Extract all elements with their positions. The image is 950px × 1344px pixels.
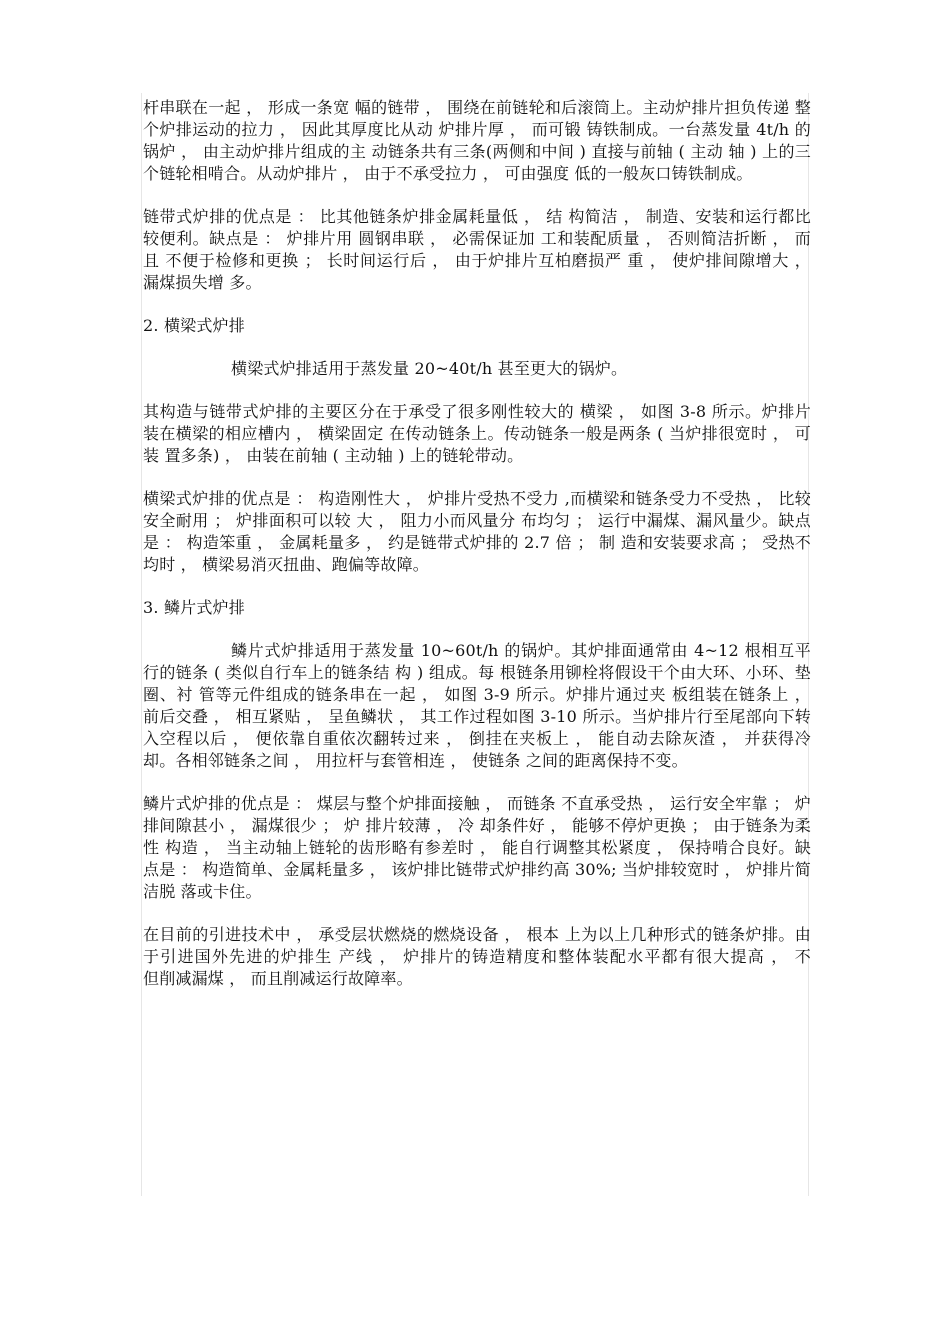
indent-spacer [143,641,231,660]
paragraph-scale-structure [143,640,811,772]
section-heading-crossbeam: 2. 横梁式炉排 [143,316,245,335]
paragraph-chain-belt-structure: 杆串联在一起 ， 形成一条宽 幅的链带 ， 围绕在前链轮和后滚筒上。主动炉排片担负传递 整个炉排运动的拉力 ， 因此其厚度比从动 炉排片厚 ， 而可锻 铸铁制成。一台蒸发量 4t/h 的锅炉 ， 由主动炉排片组成的主 动链条共有三条(两侧和中间 ) 直接与前轴 ( 主动 轴 ) 上的三个链轮相啃合。从动炉排片 ， 由于不承受拉力 ， 可由强度 低的一般灰口铸铁制成。 [143,98,811,183]
paragraph-chain-belt-pros-cons: 链带式炉排的优点是 ： 比其他链条炉排金属耗量低 ， 结 构简洁 ， 制造、安装和运行都比较便利。缺点是 ： 炉排片用 圆钢串联 ， 必需保证加 工和装配质量 ， 否则简洁折断 ， 而且 不便于检修和更换 ； 长时间运行后 ， 由于炉排片互柏磨损严 重 ， 使炉排间隙增大 ， 漏煤损失增 多。 [143,207,811,292]
paragraph-crossbeam-structure: 其构造与链带式炉排的主要区分在于承受了很多刚性较大的 横梁 ， 如图 3-8 所示。炉排片装在横梁的相应槽内 ， 横梁固定 在传动链条上。传动链条一般是两条 ( 当炉排很宽时 ， 可装 置多条) ， 由装在前轴 ( 主动轴 ) 上的链轮带动。 [143,402,811,465]
paragraph-scale-structure-text: 鳞片式炉排适用于蒸发量 10~60t/h 的锅炉。其炉排面通常由 4~12 根相互平行的链条 ( 类似自行车上的链条结 构 ) 组成。每 根链条用铆栓将假设干个由大环、小环、垫圈、衬 管等元件组成的链条串在一起 ， 如图 3-9 所示。炉排片通过夹 板组装在链条上 ， 前后交叠 ， 相互紧贴 ， 呈鱼鳞状 ， 其工作过程如图 3-10 所示。当炉排片行至尾部向下转入空程以后 ， 便依靠自重依次翻转过来 ， 倒挂在夹板上 ， 能自动去除灰渣 ， 并获得冷却。各相邻链条之间 ， 用拉杆与套管相连 ， 使链条 之间的距离保持不变。 [143,641,811,770]
section-heading-scale: 3. 鳞片式炉排 [143,598,245,617]
document-body [143,97,893,1011]
paragraph-crossbeam-intro: 横梁式炉排适用于蒸发量 20~40t/h 甚至更大的锅炉。 [231,359,628,378]
paragraph-imported-technology: 在目前的引进技术中 ， 承受层状燃烧的燃烧设备 ， 根本 上为以上几种形式的链条炉排。由于引进国外先进的炉排生 产线 ， 炉排片的铸造精度和整体装配水平都有很大提高 ， 不 但削减漏煤 ， 而且削减运行故障率。 [143,925,893,988]
paragraph-scale-pros-cons: 鳞片式炉排的优点是 ： 煤层与整个炉排面接触 ， 而链条 不直承受热 ， 运行安全牢靠 ； 炉排间隙甚小 ， 漏煤很少 ； 炉 排片较薄 ， 冷 却条件好 ， 能够不停炉更换 ； 由于链条为柔性 构造 ， 当主动轴上链轮的齿形略有参差时 ， 能自行调整其松紧度 ， 保持啃合良好。缺点是 ： 构造简单、金属耗量多 ， 该炉排比链带式炉排约高 30%; 当炉排较宽时 ， 炉排片简洁脱 落或卡住。 [143,794,811,901]
paragraph-crossbeam-pros-cons: 横梁式炉排的优点是 ： 构造刚性大 ， 炉排片受热不受力 ,而横梁和链条受力不受热 ， 比较安全耐用 ； 炉排面积可以较 大 ， 阻力小而风量分 布均匀 ； 运行中漏煤、漏风量少。缺点是 ： 构造笨重 ， 金属耗量多 ， 约是链带式炉排的 2.7 倍 ； 制 造和安装要求高 ； 受热不均时 ， 横梁易消灭扭曲、跑偏等故障。 [143,489,811,574]
